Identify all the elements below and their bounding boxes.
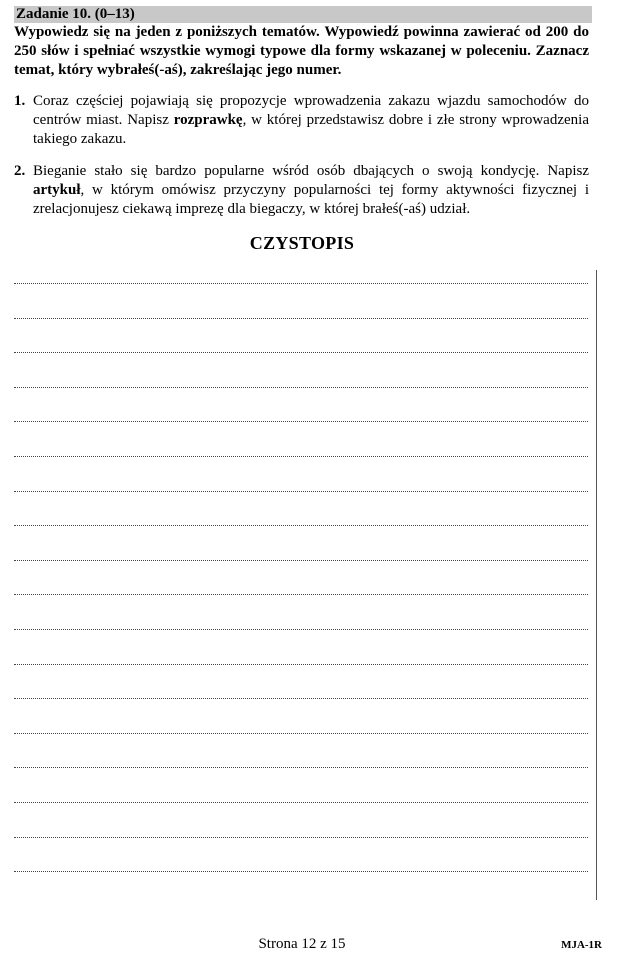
topic-text: Coraz częściej pojawiają się propozycje wprowadzenia zakazu wjazdu samochodów do centrów miast. Napisz rozprawkę, w której przedstawisz dobre i złe strony wprowadzenia takiego zakazu. xyxy=(33,93,589,147)
topic-1[interactable] xyxy=(14,92,589,149)
page-number: Strona 12 z 15 xyxy=(258,936,346,952)
topic-number[interactable]: 2. xyxy=(14,163,26,179)
writing-line[interactable] xyxy=(14,802,588,803)
topic-2[interactable] xyxy=(14,162,589,219)
task-instructions: Wypowiedz się na jeden z poniższych tematów. Wypowiedź powinna zawierać od 200 do 250 słów i spełniać wszystkie wymogi typowe dla formy wskazanej w poleceniu. Zaznacz temat, który wybrałeś(-aś), zakreślając jego numer. xyxy=(14,24,589,78)
writing-line[interactable] xyxy=(14,698,588,699)
writing-line[interactable] xyxy=(14,456,588,457)
writing-line[interactable] xyxy=(14,352,588,353)
writing-line[interactable] xyxy=(14,421,588,422)
writing-line[interactable] xyxy=(14,491,588,492)
writing-line[interactable] xyxy=(14,560,588,561)
topic-form: rozprawkę xyxy=(173,112,243,128)
writing-line[interactable] xyxy=(14,629,588,630)
writing-line[interactable] xyxy=(14,594,588,595)
exam-code: MJA-1R xyxy=(561,939,602,951)
writing-line[interactable] xyxy=(14,283,588,284)
margin-line xyxy=(596,270,597,900)
writing-line[interactable] xyxy=(14,664,588,665)
writing-line[interactable] xyxy=(14,871,588,872)
writing-line[interactable] xyxy=(14,767,588,768)
writing-line[interactable] xyxy=(14,387,588,388)
topic-form: artykuł xyxy=(33,182,81,198)
task-title: Zadanie 10. (0–13) xyxy=(16,6,135,22)
clean-copy-title: CZYSTOPIS xyxy=(249,233,355,253)
topic-number[interactable]: 1. xyxy=(14,93,26,109)
writing-line[interactable] xyxy=(14,733,588,734)
writing-line[interactable] xyxy=(14,837,588,838)
topic-text: Bieganie stało się bardzo popularne wśród osób dbających o swoją kondycję. Napisz artykuł, w którym omówisz przyczyny popularności tej formy aktywności fizycznej i zrelacjonujesz ciekawą imprezę dla biegaczy, w której brałeś(-aś) udział. xyxy=(33,163,589,217)
writing-line[interactable] xyxy=(14,318,588,319)
writing-line[interactable] xyxy=(14,525,588,526)
